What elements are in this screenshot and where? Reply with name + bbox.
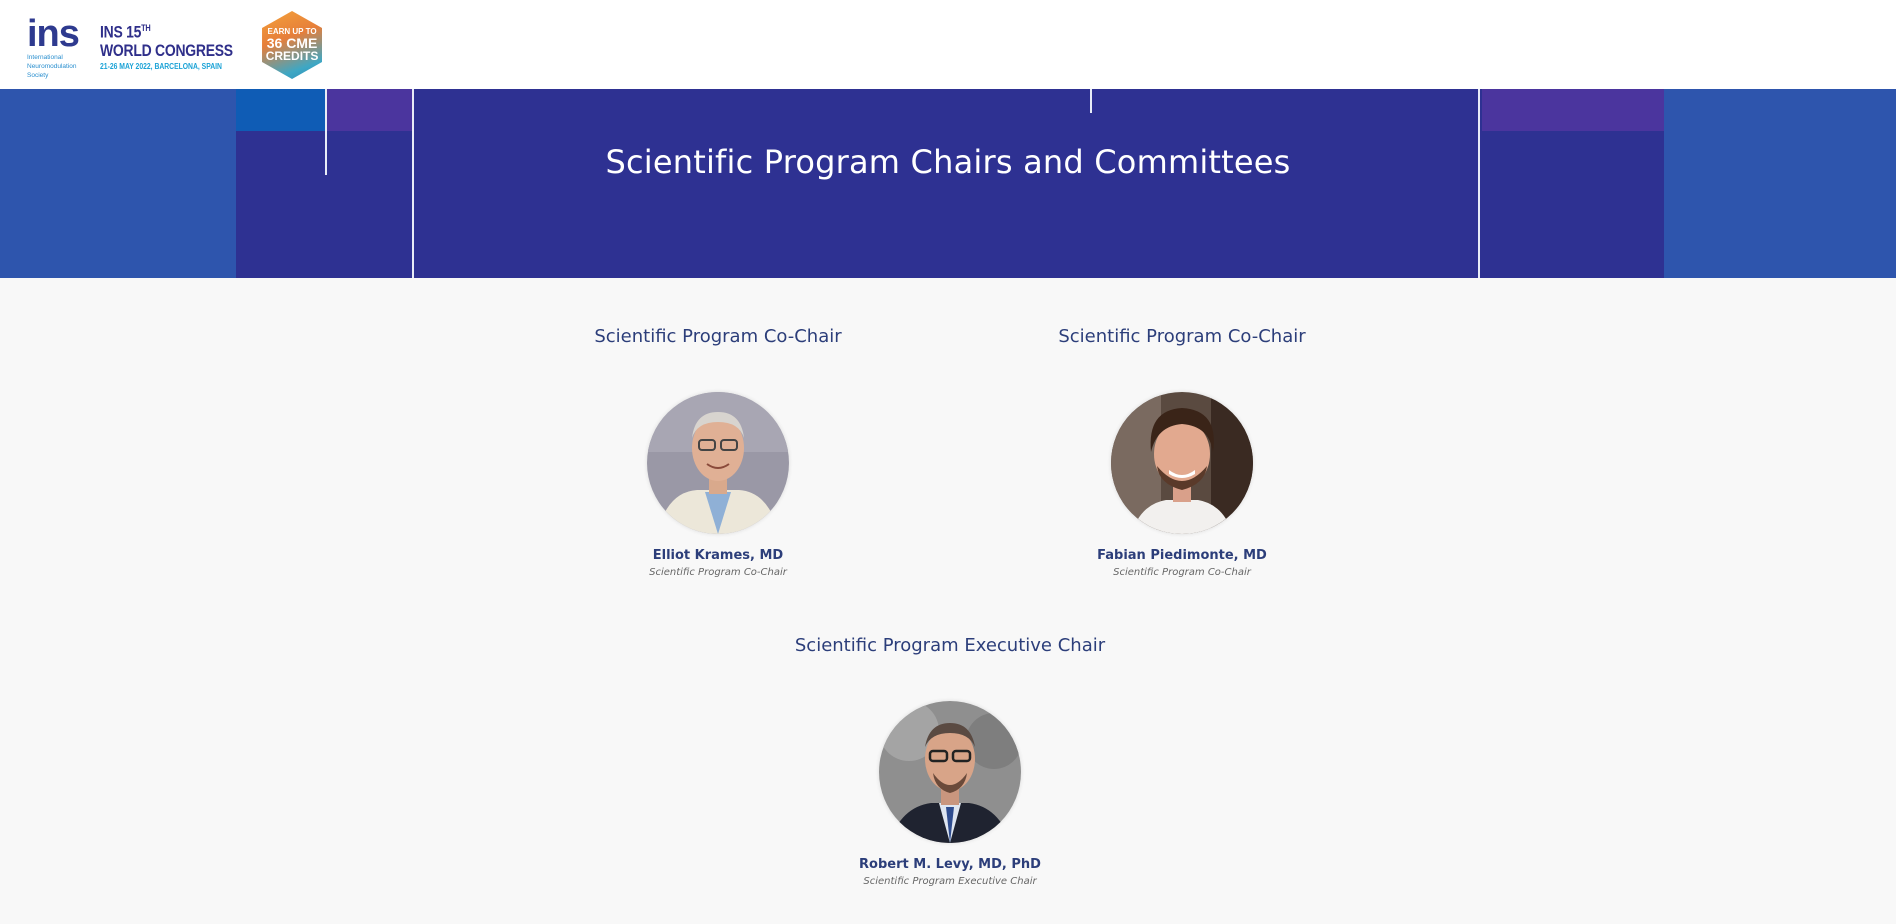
person-name: Robert M. Levy, MD, PhD (859, 857, 1041, 872)
ins-logo-text: ins (27, 13, 79, 55)
banner-decor-block (1482, 89, 1664, 131)
banner-divider-line (1090, 89, 1092, 113)
banner-divider-line (412, 89, 414, 278)
badge-line: CREDITS (265, 49, 319, 63)
badge-line: 36 CME (266, 35, 318, 51)
congress-dates: 21-26 MAY 2022, BARCELONA, SPAIN (100, 62, 222, 72)
site-header (0, 0, 1896, 89)
badge-line: EARN UP TO (267, 27, 317, 36)
person-name: Elliot Krames, MD (652, 548, 784, 563)
person-role: Scientific Program Co-Chair (649, 567, 787, 578)
page-banner (0, 89, 1896, 278)
portrait-photo-icon (879, 701, 1021, 843)
ins-logo-org-line: Society (27, 72, 49, 79)
banner-center-panel (414, 89, 1480, 278)
avatar (1111, 392, 1253, 534)
person-name: Fabian Piedimonte, MD (1097, 548, 1267, 563)
person-role: Scientific Program Executive Chair (863, 876, 1037, 887)
ins-logo (27, 13, 93, 79)
avatar (879, 701, 1021, 843)
section-title-cochair-left: Scientific Program Co-Chair (594, 326, 842, 347)
person-card-elliot-krames[interactable] (588, 392, 848, 578)
congress-edition: INS 15TH (100, 22, 151, 42)
avatar (647, 392, 789, 534)
portrait-photo-icon (647, 392, 789, 534)
person-card-fabian-piedimonte[interactable] (1052, 392, 1312, 578)
banner-decor-block (326, 89, 414, 131)
banner-decor-block (0, 188, 15, 194)
congress-name: WORLD CONGRESS (100, 41, 233, 61)
congress-title (100, 19, 262, 72)
banner-decor-block (236, 89, 326, 131)
page-title: Scientific Program Chairs and Committees (605, 143, 1291, 181)
banner-divider-line (1478, 89, 1480, 278)
section-title-cochair-right: Scientific Program Co-Chair (1058, 326, 1306, 347)
person-role: Scientific Program Co-Chair (1113, 567, 1251, 578)
ins-logo-org-line: Neuromodulation (27, 63, 77, 70)
congress-logo-link[interactable] (27, 10, 322, 80)
ins-logo-org-line: International (27, 54, 63, 61)
section-title-executive: Scientific Program Executive Chair (794, 635, 1106, 656)
portrait-photo-icon (1111, 392, 1253, 534)
person-card-robert-levy[interactable] (820, 701, 1080, 887)
cme-credits-badge (262, 11, 322, 79)
